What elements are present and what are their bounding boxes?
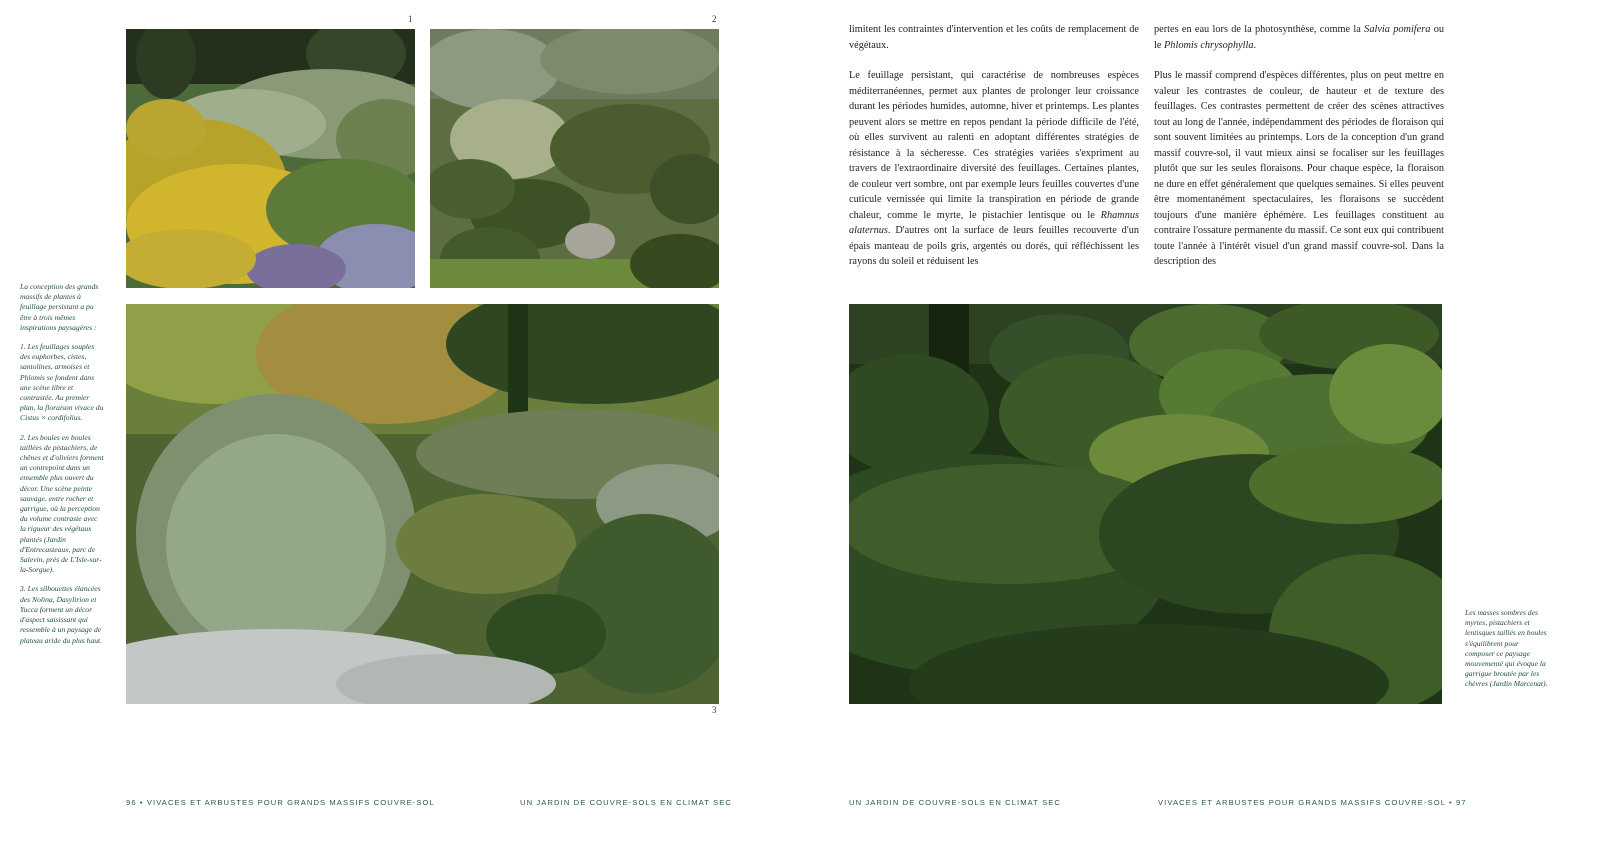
paragraph-col2-2: Plus le massif comprend d'espèces différentes, plus on peut mettre en valeur les contrastes de couleur, de hauteur et de texture des feuillages. Ces contrastes permettent de créer des scènes attractives tout au long de l'année, indépendamment des périodes de floraison qui sont souvent limitées au printemps. Lors de la conception d'un grand massif couvre-sol, il vaut mieux ainsi se focaliser sur les feuillages plutôt que sur les seules floraisons. Pour chaque espèce, la floraison ne dure en effet généralement que quelques semaines. Si elles peuvent être momentanément spectaculaires, les floraisons se succèdent toujours d'une manière éphémère. Les feuillages constituent au contraire l'ossature permanente du massif. Ce sont eux qui contribuent toute l'année à l'intérêt visuel d'un grand massif couvre-sol. Dans la description des [1154,70,1444,267]
paragraph-col2-1: pertes en eau lors de la photosynthèse, comme la Salvia pomifera ou le Phlomis chrysophylla. [1154,24,1445,51]
species-salvia: Salvia pomifera [1364,24,1431,35]
species-rhamnus: Rhamnus alaternus [849,209,1139,236]
figure-number-1: 1 [408,14,413,24]
photo-clipped-shrubs [430,29,719,288]
species-phlomis: Phlomis chrysophylla [1164,39,1254,51]
photo-topiary-mounds [849,304,1442,704]
footer-right-page-chapter: UN JARDIN DE COUVRE-SOLS EN CLIMAT SEC [849,798,1061,807]
caption-intro: La conception des grands massifs de plantes à feuillage persistant a pu être à trois mêmes inspirations paysagères : [20,282,99,332]
photo-dasylirion-landscape [126,304,719,704]
text-column-1 [849,22,1139,285]
paragraph-col1-2: Le feuillage persistant, qui caractérise de nombreuses espèces méditerranéennes, permet aux plantes de prolonger leur croissance durant les périodes humides, automne, hiver et printemps. Les plantes peuvent alors se mettre en repos pendant la période difficile de l'été, où elles survivent au ralenti en adoptant différentes stratégies de résistance à la sécheresse. Ces stratégies variées s'expriment au travers de l'extraordinaire diversité des feuillages. Certaines plantes, de couleur vert sombre, ont par exemple leurs feuilles couvertes d'une cuticule vernissée qui limite la transpiration en période de grande chaleur, comme le myrte, le pistachier lentisque ou le Rhamnus alaternus. D'autres ont la surface de leurs feuilles recouverte d'un épais manteau de poils gris, argentés ou dorés, qui réfléchissent les rayons du soleil et réduisent les [849,70,1139,267]
figure-number-2: 2 [712,14,717,24]
caption-item-2: 2. Les boules en boules taillées de pistachiers, de chênes et d'oliviers forment un contrepoint dans un ensemble plus ouvert du décor. Une scène peinte sauvage, entre rocher et garrigue, où la perception du volume contraste avec la rigueur des végétaux plantés (Jardin d'Entrecasteaux, parc de Salevin, près de L'Isle-sur-la-Sorgue). [20,432,104,575]
caption-item-1: 1. Les feuillages souples des euphorbes, cistes, santolines, armoises et Phlomis se fondent dans une scène libre et contrastée. Au premier plan, la floraison vivace du Cistus × cordifolius. [20,342,104,423]
paragraph-col1-1: limitent les contraintes d'intervention et les coûts de remplacement de végétaux. [849,24,1139,51]
figure-number-3: 3 [712,705,717,715]
left-caption [20,282,104,655]
right-caption [1465,608,1549,699]
footer-left-page-title: 96 • VIVACES ET ARBUSTES POUR GRANDS MASSIFS COUVRE-SOL [126,798,435,807]
photo-flowering-garden [126,29,415,288]
footer-right-page-title: VIVACES ET ARBUSTES POUR GRANDS MASSIFS COUVRE-SOL • 97 [1158,798,1467,807]
text-column-2 [1154,22,1444,285]
caption-topiary: Les masses sombres des myrtes, pistachiers et lentisques taillés en boules s'équilibrent pour composer ce paysage mouvementé qui évoque la garrigue broutée par les chèvres (Jardin Marcenat). [1465,608,1548,689]
caption-item-3: 3. Les silhouettes élancées des Nolina, Dasylirion et Yucca forment un décor d'aspect saisissant qui ressemble à un paysage de plateau aride du plus haut. [20,584,103,645]
footer-left-page-chapter: UN JARDIN DE COUVRE-SOLS EN CLIMAT SEC [520,798,732,807]
